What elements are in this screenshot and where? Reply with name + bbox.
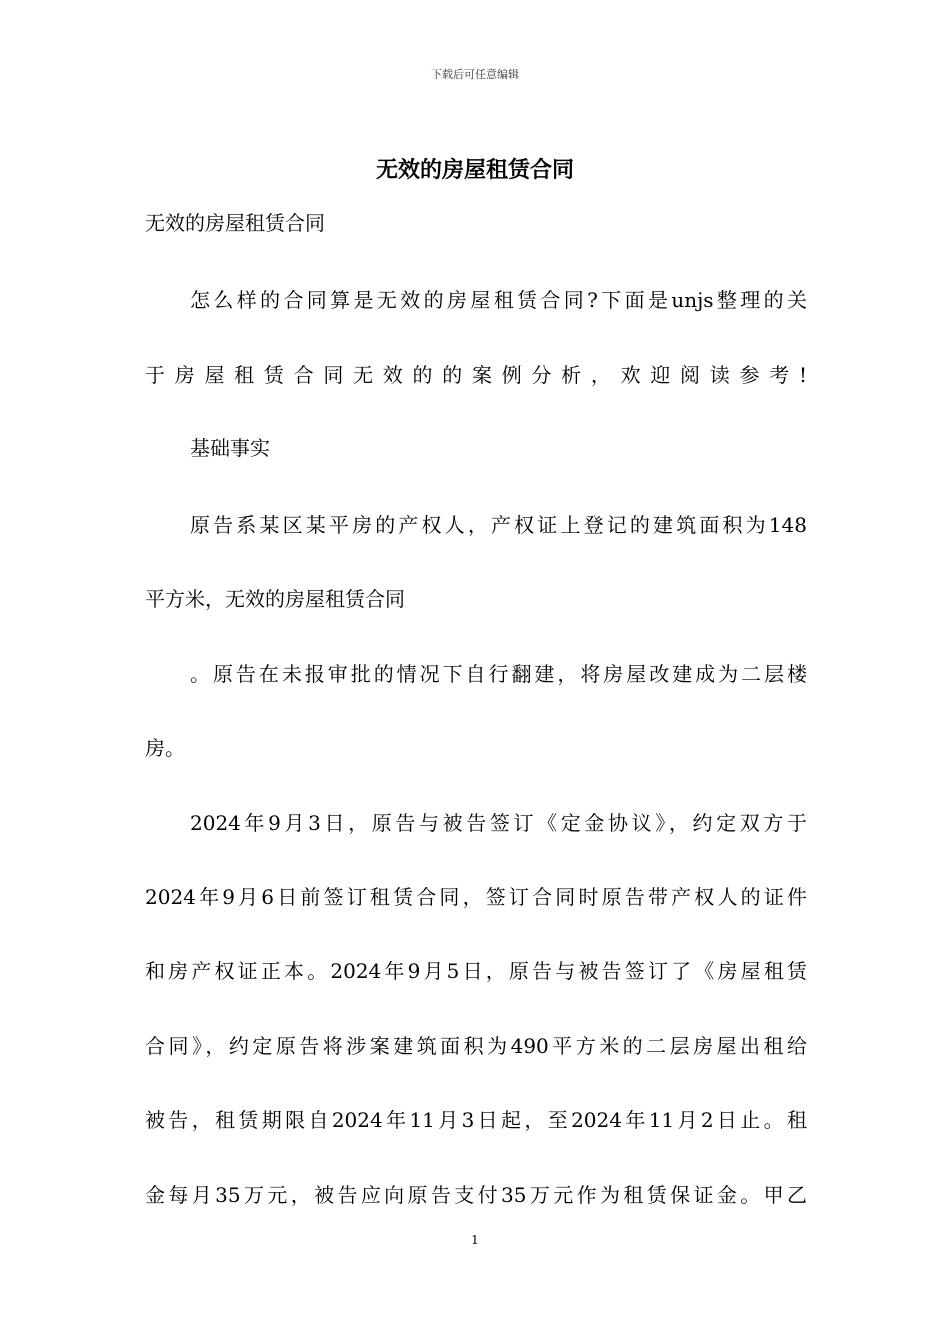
body-line: 合同》，约定原告将涉案建筑面积为490平方米的二层房屋出租给 [145, 1034, 807, 1058]
body-line: 原告系某区某平房的产权人，产权证上登记的建筑面积为148 [190, 513, 807, 537]
document-title: 无效的房屋租赁合同 [375, 157, 574, 183]
body-line: 金每月35万元，被告应向原告支付35万元作为租赁保证金。甲乙 [145, 1183, 807, 1207]
body-line: 怎么样的合同算是无效的房屋租赁合同?下面是unjs整理的关 [190, 288, 807, 312]
body-line: 2024年9月6日前签订租赁合同，签订合同时原告带产权人的证件 [145, 885, 807, 909]
page-number: 1 [471, 1233, 479, 1247]
body-line: 于房屋租赁合同无效的的案例分析，欢迎阅读参考! [145, 363, 807, 387]
body-line: 平方米，无效的房屋租赁合同 [145, 587, 405, 611]
body-line: 和房产权证正本。2024年9月5日，原告与被告签订了《房屋租赁 [145, 959, 807, 983]
document-subtitle: 无效的房屋租赁合同 [145, 211, 325, 235]
section-heading: 基础事实 [190, 436, 270, 460]
body-line: 。原告在未报审批的情况下自行翻建，将房屋改建成为二层楼 [190, 662, 807, 686]
page-header-note: 下载后可任意编辑 [431, 68, 519, 81]
body-line: 2024年9月3日，原告与被告签订《定金协议》，约定双方于 [190, 811, 807, 835]
body-line: 房。 [145, 736, 185, 760]
body-line: 被告，租赁期限自2024年11月3日起，至2024年11月2日止。租 [145, 1108, 807, 1132]
